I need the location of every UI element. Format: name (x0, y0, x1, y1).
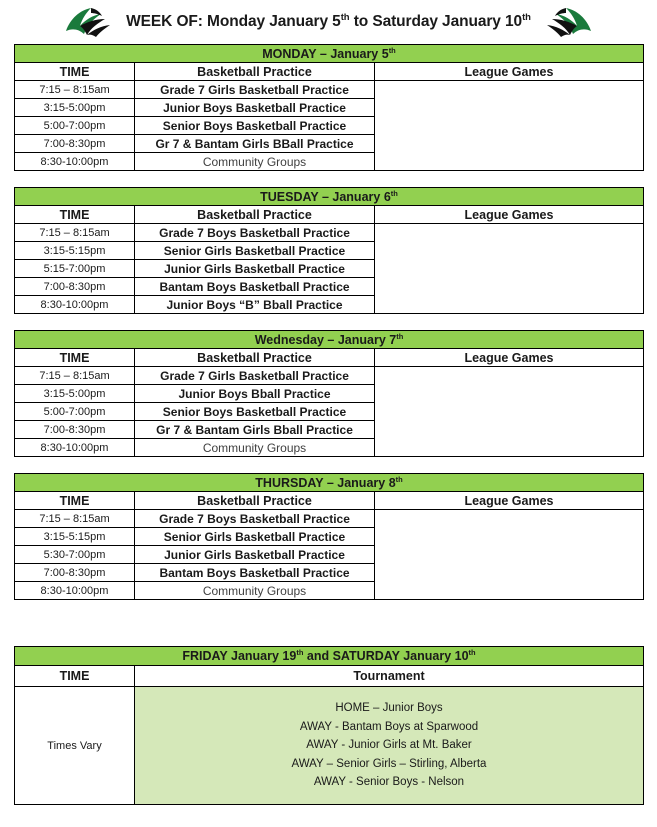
practice-cell: Grade 7 Girls Basketball Practice (135, 367, 375, 385)
practice-cell: Community Groups (135, 439, 375, 457)
column-header-practice: Basketball Practice (135, 349, 375, 367)
school-mascot-logo-left (60, 5, 116, 39)
tournament-game-entry: HOME – Junior Boys (335, 702, 443, 715)
day-schedule-table (14, 187, 644, 314)
table-row (15, 666, 644, 687)
league-games-cell (375, 224, 644, 314)
table-row (15, 45, 644, 63)
practice-cell: Grade 7 Girls Basketball Practice (135, 81, 375, 99)
practice-cell: Gr 7 & Bantam Girls BBall Practice (135, 135, 375, 153)
ordinal-suffix-start: th (340, 12, 350, 24)
day-schedules (14, 44, 643, 600)
ordinal-suffix: th (296, 648, 304, 658)
time-cell: 3:15-5:15pm (15, 528, 135, 546)
time-cell: 3:15-5:00pm (15, 99, 135, 117)
practice-cell: Grade 7 Boys Basketball Practice (135, 224, 375, 242)
page-header (14, 0, 643, 44)
tournament-game-entry: AWAY - Junior Girls at Mt. Baker (306, 739, 472, 752)
table-row (15, 331, 644, 349)
time-cell: 7:15 – 8:15am (15, 81, 135, 99)
time-cell: 5:15-7:00pm (15, 260, 135, 278)
ordinal-suffix: th (395, 474, 403, 484)
practice-cell: Grade 7 Boys Basketball Practice (135, 510, 375, 528)
time-cell: 7:00-8:30pm (15, 278, 135, 296)
day-heading: THURSDAY – January 8th (15, 474, 644, 492)
time-cell: 7:00-8:30pm (15, 564, 135, 582)
time-cell: 7:15 – 8:15am (15, 510, 135, 528)
table-row (15, 63, 644, 81)
practice-cell: Senior Boys Basketball Practice (135, 117, 375, 135)
time-cell: 5:00-7:00pm (15, 117, 135, 135)
weekend-tournament-table (14, 646, 644, 805)
column-header-league: League Games (375, 349, 644, 367)
table-row (15, 647, 644, 666)
ordinal-suffix: th (468, 648, 476, 658)
column-header-time: TIME (15, 349, 135, 367)
column-header-time: TIME (15, 63, 135, 81)
column-header-time: TIME (15, 206, 135, 224)
time-cell: 5:00-7:00pm (15, 403, 135, 421)
ordinal-suffix: th (396, 331, 404, 341)
tournament-game-entry: AWAY – Senior Girls – Stirling, Alberta (291, 757, 487, 770)
table-row (15, 474, 644, 492)
time-cell: 8:30-10:00pm (15, 582, 135, 600)
column-header-league: League Games (375, 492, 644, 510)
day-heading: Wednesday – January 7th (15, 331, 644, 349)
column-header-practice: Basketball Practice (135, 492, 375, 510)
practice-cell: Junior Boys “B” Bball Practice (135, 296, 375, 314)
time-cell: 5:30-7:00pm (15, 546, 135, 564)
column-header-tournament: Tournament (135, 666, 644, 687)
practice-cell: Community Groups (135, 153, 375, 171)
practice-cell: Bantam Boys Basketball Practice (135, 564, 375, 582)
practice-cell: Junior Girls Basketball Practice (135, 546, 375, 564)
ordinal-suffix-end: th (522, 12, 531, 24)
ordinal-suffix: th (388, 45, 396, 55)
day-schedule-table (14, 44, 644, 171)
weekend-games-cell (135, 687, 644, 805)
tournament-game-entry: AWAY - Senior Boys - Nelson (313, 776, 465, 789)
table-row (15, 492, 644, 510)
league-games-cell (375, 81, 644, 171)
practice-cell: Bantam Boys Basketball Practice (135, 278, 375, 296)
column-header-time: TIME (15, 666, 135, 687)
practice-cell: Gr 7 & Bantam Girls Bball Practice (135, 421, 375, 439)
practice-cell: Junior Boys Basketball Practice (135, 99, 375, 117)
column-header-practice: Basketball Practice (135, 63, 375, 81)
column-header-league: League Games (375, 206, 644, 224)
column-header-practice: Basketball Practice (135, 206, 375, 224)
column-header-time: TIME (15, 492, 135, 510)
time-cell: 7:00-8:30pm (15, 135, 135, 153)
practice-cell: Junior Boys Bball Practice (135, 385, 375, 403)
table-row (15, 367, 644, 385)
time-cell: 8:30-10:00pm (15, 296, 135, 314)
time-cell: 7:15 – 8:15am (15, 367, 135, 385)
practice-cell: Senior Girls Basketball Practice (135, 528, 375, 546)
table-row (15, 687, 644, 805)
practice-cell: Community Groups (135, 582, 375, 600)
table-row (15, 81, 644, 99)
time-cell: 8:30-10:00pm (15, 439, 135, 457)
day-schedule-table (14, 473, 644, 600)
time-cell: 7:15 – 8:15am (15, 224, 135, 242)
practice-cell: Junior Girls Basketball Practice (135, 260, 375, 278)
day-heading: MONDAY – January 5th (15, 45, 644, 63)
time-cell: 8:30-10:00pm (15, 153, 135, 171)
weekend-times-cell: Times Vary (15, 687, 135, 805)
column-header-league: League Games (375, 63, 644, 81)
day-schedule-table (14, 330, 644, 457)
table-row (15, 224, 644, 242)
league-games-cell (375, 510, 644, 600)
practice-cell: Senior Boys Basketball Practice (135, 403, 375, 421)
table-row (15, 510, 644, 528)
weekend-heading: FRIDAY January 19th and SATURDAY January 10th (15, 647, 644, 666)
table-row (15, 349, 644, 367)
table-row (15, 188, 644, 206)
ordinal-suffix: th (390, 188, 398, 198)
school-mascot-logo-right (541, 5, 597, 39)
time-cell: 7:00-8:30pm (15, 421, 135, 439)
time-cell: 3:15-5:15pm (15, 242, 135, 260)
table-row (15, 206, 644, 224)
day-heading: TUESDAY – January 6th (15, 188, 644, 206)
time-cell: 3:15-5:00pm (15, 385, 135, 403)
practice-cell: Senior Girls Basketball Practice (135, 242, 375, 260)
league-games-cell (375, 367, 644, 457)
tournament-game-entry: AWAY - Bantam Boys at Sparwood (299, 720, 479, 733)
page-title: WEEK OF: Monday January 5th to Saturday January 10th (126, 12, 531, 31)
